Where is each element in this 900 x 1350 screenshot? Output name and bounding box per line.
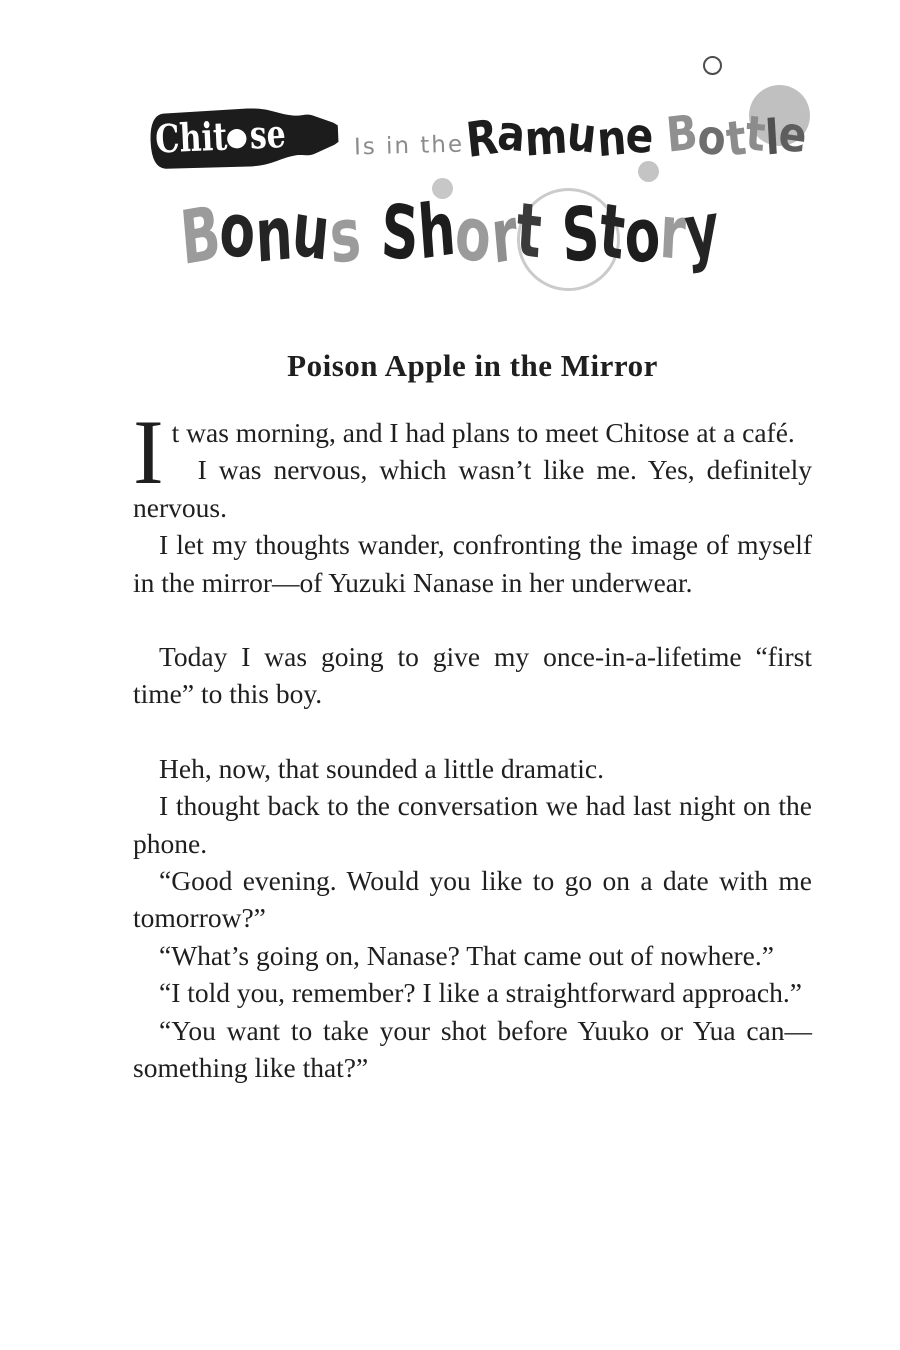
story-paragraph: “You want to take your shot before Yuuko or Yua can—something like that?” xyxy=(133,1014,812,1084)
bottle-word-start: Chit xyxy=(154,113,248,163)
story-paragraph: “What’s going on, Nanase? That came out of nowhere.” xyxy=(159,939,774,971)
logo-word xyxy=(463,104,655,170)
logo-tagline: Is in the xyxy=(353,131,465,161)
logo-letter: o xyxy=(695,108,729,168)
logo-letter: e xyxy=(623,106,655,166)
logo-letter: n xyxy=(594,109,628,169)
logo-letter: S xyxy=(560,190,602,280)
story-paragraph: “Good evening. Would you like to go on a date with me tomorrow?” xyxy=(133,865,812,934)
logo-title-ramune-bottle xyxy=(463,104,810,170)
logo-letter: B xyxy=(664,104,701,164)
logo-word xyxy=(177,185,364,283)
logo-word xyxy=(664,104,810,169)
logo-letter: R xyxy=(463,108,501,170)
chitose-ramune-bottle-icon xyxy=(144,99,354,177)
story-body xyxy=(133,346,812,1087)
story-paragraph: I was nervous, which wasn’t like me. Yes, definitely nervous. xyxy=(133,454,812,523)
logo-letter: S xyxy=(379,188,421,278)
logo-word xyxy=(560,185,723,282)
logo-letter: o xyxy=(452,189,494,281)
logo-letter: l xyxy=(763,109,781,167)
story-paragraph: I thought back to the conversation we had last night on the phone. xyxy=(133,790,812,859)
logo-letter: t xyxy=(596,187,629,277)
story-paragraphs xyxy=(133,401,812,1087)
bottle-word-end: se xyxy=(248,111,298,159)
logo-letter: u xyxy=(564,105,600,165)
logo-letter: m xyxy=(523,108,570,168)
logo-word xyxy=(379,185,545,281)
logo-letter: e xyxy=(776,105,810,165)
story-paragraph: Today I was going to give my once-in-a-lifetime “first time” to this boy. xyxy=(133,641,812,710)
story-title: Poison Apple in the Mirror xyxy=(287,348,658,383)
logo-letter: y xyxy=(682,185,723,277)
logo-letter: u xyxy=(289,186,334,278)
story-paragraph: I let my thoughts wander, confronting the image of myself in the mirror—of Yuzuki Nanase in her underwear. xyxy=(133,529,812,598)
story-paragraph: “I told you, remember? I like a straightforward approach.” xyxy=(159,977,802,1009)
logo-letter: r xyxy=(657,188,688,278)
drop-cap: I xyxy=(133,401,164,503)
logo-letter: h xyxy=(415,185,459,277)
logo-letter: n xyxy=(253,190,295,280)
logo-letter: t xyxy=(514,186,545,276)
logo-letter: o xyxy=(217,185,259,277)
logo-letter: s xyxy=(327,191,364,281)
logo-letter: t xyxy=(723,109,749,169)
logo-letter: r xyxy=(487,191,521,281)
logo-letter: t xyxy=(743,105,768,163)
logo-letter: o xyxy=(622,190,663,282)
logo-subtitle-bonus-short-story xyxy=(170,185,730,283)
story-paragraph: It was morning, and I had plans to meet Chitose at a café. xyxy=(133,401,795,503)
bubble-ring-small-icon xyxy=(703,56,722,75)
logo-letter: a xyxy=(495,104,528,164)
logo-letter: B xyxy=(177,189,224,283)
story-paragraph: Heh, now, that sounded a little dramatic. xyxy=(159,752,604,784)
